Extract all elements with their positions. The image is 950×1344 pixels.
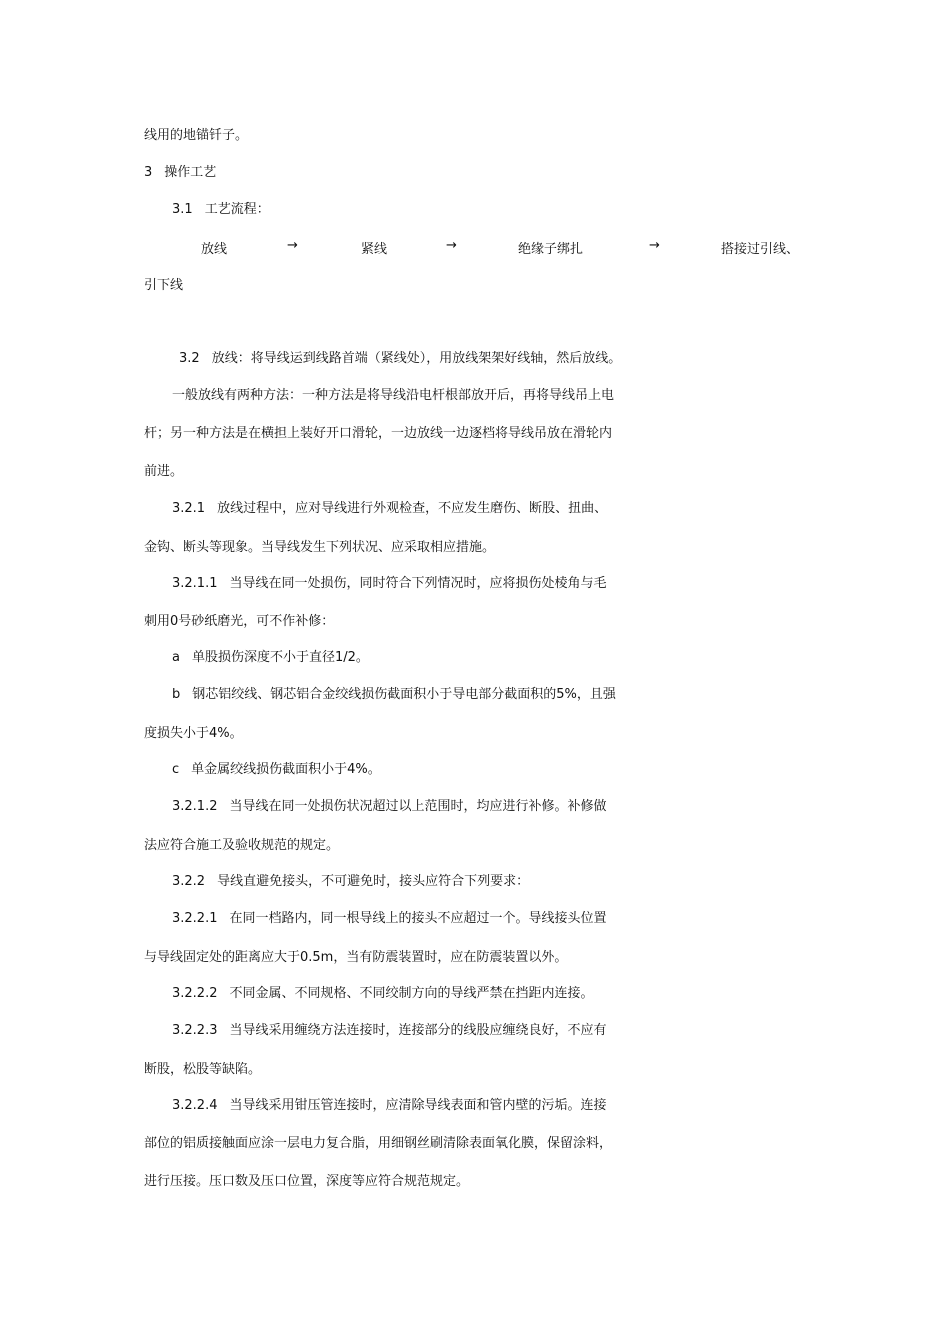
text-line: 引下线 [144,278,184,293]
section-title: 操作工艺 [164,165,217,180]
text-line: 杆；另一种方法是在横担上装好开口滑轮，一边放线一边逐档将导线吊放在滑轮内 [144,426,613,441]
clause-text: 在同一档路内，同一根导线上的接头不应超过一个。导线接头位置 [229,911,607,926]
clause [172,1023,607,1039]
item-text: 钢芯铝绞线、钢芯铝合金绞线损伤截面积小于导电部分截面积的5%，且强 [192,687,616,702]
flow-arrow: → [287,238,298,253]
text-line: 金钩、断头等现象。当导线发生下列状况、应采取相应措施。 [144,540,496,555]
flow-step: 绝缘子绑扎 [518,242,584,257]
section-title: 工艺流程： [204,202,270,217]
text-line: 刺用0号砂纸磨光，可不作补修： [144,614,335,629]
text-line: 断股，松股等缺陷。 [144,1062,262,1077]
paragraph-text: 放线：将导线运到线路首端（紧线处），用放线架架好线轴，然后放线。 [211,351,622,366]
item-text: 单股损伤深度不小于直径1/2。 [191,650,369,665]
item-text: 单金属绞线损伤截面积小于4%。 [191,762,381,777]
text-line: 部位的铝质接触面应涂一层电力复合脂，用细钢丝刷清除表面氧化膜，保留涂料， [144,1136,613,1151]
subsection-heading [172,202,270,218]
text-line: 法应符合施工及验收规范的规定。 [144,838,340,853]
section-heading [144,165,216,181]
flow-arrow: → [446,238,457,253]
list-item [172,687,616,703]
flow-arrow: → [649,238,660,253]
section-number: 3 [144,165,153,180]
flow-step: 紧线 [361,242,388,257]
clause-number: 3.2.1.2 [172,799,218,814]
clause-number: 3.2.2.2 [172,986,218,1001]
list-item [172,762,381,778]
item-marker: a [172,650,180,665]
clause-text: 放线过程中，应对导线进行外观检查，不应发生磨伤、断股、扭曲、 [217,501,608,516]
flow-step: 搭接过引线、 [721,242,800,257]
text-line: 线用的地锚钎子。 [144,128,249,143]
clause [172,986,594,1002]
clause-text: 导线直避免接头，不可避免时，接头应符合下列要求： [217,874,530,889]
clause-text: 当导线在同一处损伤，同时符合下列情况时，应将损伤处棱角与毛 [229,576,607,591]
text-line: 度损失小于4%。 [144,726,243,741]
flow-step: 放线 [201,242,228,257]
clause [172,799,607,815]
text-line: 进行压接。压口数及压口位置，深度等应符合规范规定。 [144,1174,470,1189]
section-number: 3.2 [179,351,200,366]
item-marker: b [172,687,181,702]
clause-text: 当导线采用缠绕方法连接时，连接部分的线股应缠绕良好，不应有 [229,1023,607,1038]
clause-number: 3.2.2.4 [172,1098,218,1113]
clause-number: 3.2.1 [172,501,206,516]
subsection-heading [179,351,621,367]
clause-number: 3.2.2 [172,874,206,889]
clause [172,576,607,592]
text-line: 前进。 [144,464,184,479]
clause-text: 当导线在同一处损伤状况超过以上范围时，均应进行补修。补修做 [229,799,607,814]
text-line: 与导线固定处的距离应大于0.5m，当有防震装置时，应在防震装置以外。 [144,950,568,965]
clause [172,501,607,517]
clause-text: 当导线采用钳压管连接时，应清除导线表面和管内壁的污垢。连接 [229,1098,607,1113]
clause [172,911,607,927]
process-flow [0,238,950,256]
clause-text: 不同金属、不同规格、不同绞制方向的导线严禁在挡距内连接。 [229,986,594,1001]
list-item [172,650,369,666]
section-number: 3.1 [172,202,193,217]
item-marker: c [172,762,180,777]
clause-number: 3.2.1.1 [172,576,218,591]
clause-number: 3.2.2.1 [172,911,218,926]
text-line: 一般放线有两种方法：一种方法是将导线沿电杆根部放开后，再将导线吊上电 [172,388,615,403]
clause-number: 3.2.2.3 [172,1023,218,1038]
clause [172,1098,607,1114]
clause [172,874,529,890]
